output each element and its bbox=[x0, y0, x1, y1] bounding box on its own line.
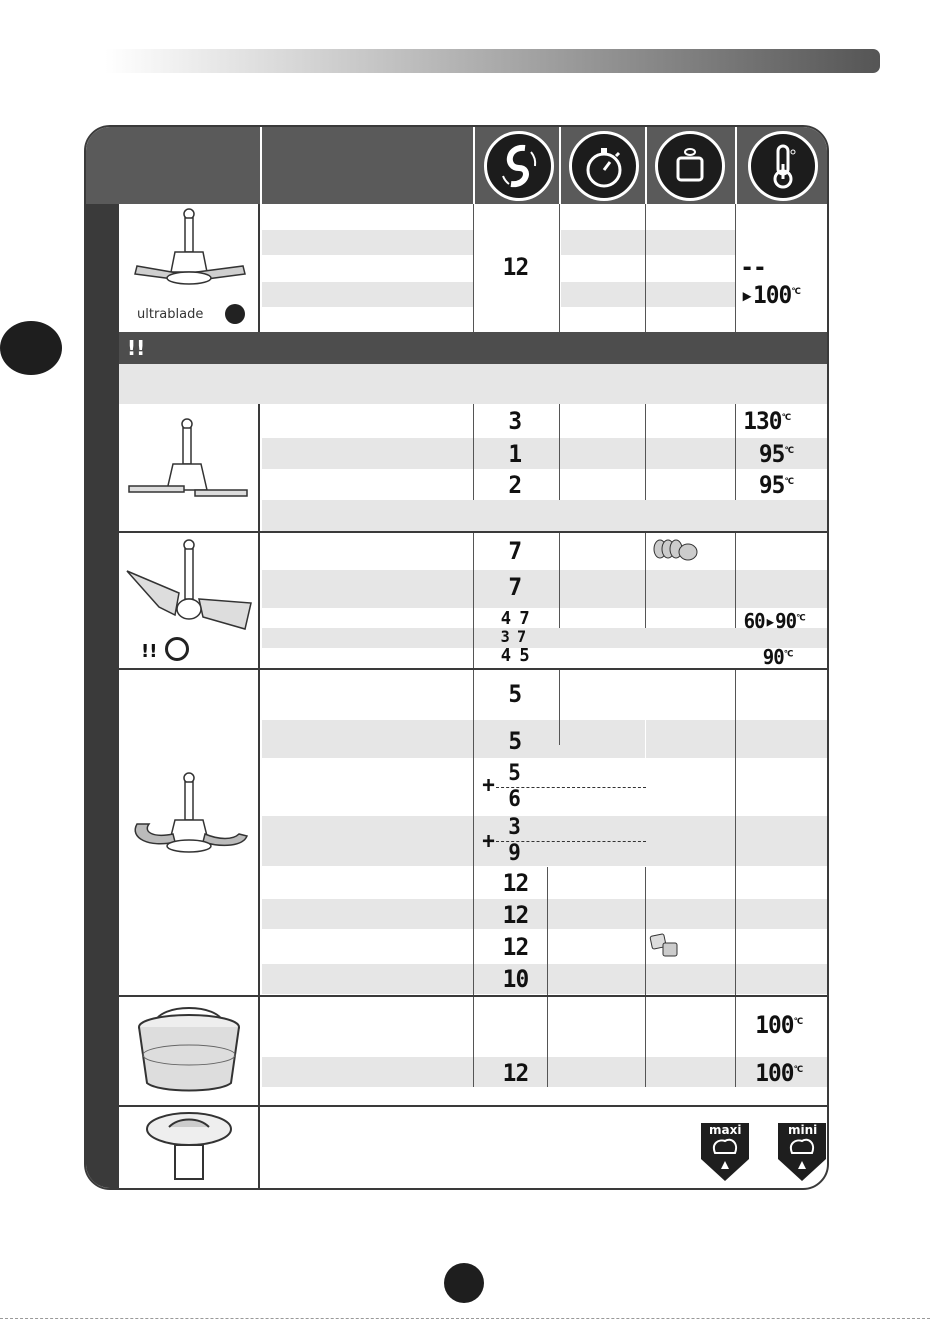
steamer-image-cell bbox=[119, 997, 260, 1105]
column-line bbox=[473, 997, 474, 1087]
speed-value: 5 bbox=[508, 727, 522, 755]
header-divider bbox=[260, 127, 262, 204]
temperature-unit: °C bbox=[784, 477, 794, 487]
speed-value: 6 bbox=[508, 787, 520, 812]
kneading-blade-icon bbox=[119, 670, 260, 996]
speed-value: 3 bbox=[508, 815, 520, 840]
speed-value: 7 bbox=[508, 537, 522, 565]
temperature-unit: °C bbox=[783, 649, 793, 660]
speed-value: 9 bbox=[508, 841, 520, 866]
badge-label: mini bbox=[788, 1123, 818, 1137]
column-line bbox=[559, 204, 560, 332]
column-line bbox=[473, 533, 474, 668]
timer-icon bbox=[569, 131, 639, 201]
ultrablade-logo-text: ultrablade bbox=[137, 307, 204, 322]
column-line bbox=[735, 533, 736, 628]
row-band bbox=[262, 282, 473, 307]
temperature-value bbox=[755, 1011, 802, 1039]
column-line bbox=[645, 404, 646, 500]
plus-sign: + bbox=[482, 773, 494, 798]
temperature-number: 95 bbox=[758, 440, 785, 468]
speed-value: 1 bbox=[508, 440, 522, 468]
row-band bbox=[262, 964, 829, 994]
temperature-unit: °C bbox=[793, 1017, 803, 1027]
ultrablade-image-cell bbox=[119, 204, 260, 332]
column-line bbox=[547, 867, 548, 995]
page-number-circle bbox=[444, 1263, 484, 1303]
row-band bbox=[262, 438, 829, 469]
mixer-image-cell bbox=[119, 404, 260, 531]
table-header bbox=[86, 127, 829, 204]
speed-logo-icon bbox=[165, 637, 189, 661]
speed-value: 12 bbox=[502, 253, 529, 281]
temperature-number: 90 bbox=[762, 645, 784, 669]
temperature-unit: °C bbox=[781, 413, 791, 423]
temperature-number: 100 bbox=[753, 281, 792, 309]
column-line bbox=[559, 533, 560, 628]
column-line bbox=[735, 997, 736, 1087]
speed-value: 4 7 bbox=[500, 608, 529, 629]
steamer-basket-icon bbox=[119, 997, 260, 1105]
column-line bbox=[559, 404, 560, 500]
warning-band bbox=[119, 332, 829, 364]
speed-value: 5 bbox=[508, 680, 522, 708]
column-line bbox=[547, 997, 548, 1087]
header-divider bbox=[735, 127, 737, 204]
temperature-number: 100 bbox=[755, 1011, 794, 1039]
plus-sign: + bbox=[482, 829, 494, 854]
column-line bbox=[473, 404, 474, 500]
temperature-value bbox=[743, 407, 790, 435]
speed-value: 4 5 bbox=[500, 645, 529, 666]
column-line bbox=[735, 670, 736, 995]
temperature-value bbox=[759, 440, 793, 468]
steam-mini-badge bbox=[774, 1119, 829, 1183]
row-band bbox=[262, 899, 829, 929]
mixer-blade-icon bbox=[119, 404, 260, 531]
temperature-number: 60 bbox=[743, 609, 765, 633]
ice-cubes-icon bbox=[649, 931, 683, 961]
temperature-unit: °C bbox=[784, 446, 794, 456]
speed-value: 10 bbox=[502, 965, 529, 993]
chapter-tab-marker bbox=[0, 321, 62, 375]
warning-mark: !! bbox=[127, 336, 146, 360]
temperature-number: 90 bbox=[775, 609, 797, 633]
temperature-unit: °C bbox=[793, 1065, 803, 1075]
badge-label: maxi bbox=[709, 1123, 742, 1137]
whisk-image-cell bbox=[119, 533, 260, 669]
warning-mark: !! bbox=[141, 641, 158, 662]
column-line bbox=[645, 867, 646, 995]
row-band bbox=[561, 230, 735, 255]
row-band bbox=[262, 1057, 829, 1087]
row-band bbox=[262, 230, 473, 255]
cut-line bbox=[0, 1318, 930, 1319]
temperature-number: 100 bbox=[755, 1059, 794, 1087]
column-line bbox=[473, 670, 474, 995]
temperature-unit: °C bbox=[791, 287, 801, 297]
thermometer-icon bbox=[748, 131, 818, 201]
header-gradient-bar bbox=[105, 49, 880, 73]
speed-value: 12 bbox=[502, 1059, 529, 1087]
kneader-image-cell bbox=[119, 670, 260, 996]
temperature-unit: °C bbox=[796, 613, 805, 624]
column-line bbox=[473, 204, 474, 332]
speed-value: 7 bbox=[508, 573, 522, 601]
row-band bbox=[262, 720, 829, 758]
temperature-number: 95 bbox=[758, 471, 785, 499]
speed-value: 3 7 bbox=[500, 627, 526, 646]
header-divider bbox=[559, 127, 561, 204]
cheese-slices-icon bbox=[652, 537, 696, 559]
header-divider bbox=[473, 127, 475, 204]
speed-logo-icon bbox=[225, 304, 245, 324]
column-line bbox=[645, 204, 646, 332]
speed-value: 3 bbox=[508, 407, 522, 435]
column-line bbox=[645, 997, 646, 1087]
lid-image-cell bbox=[119, 1107, 260, 1190]
accessory-settings-table bbox=[84, 125, 829, 1190]
category-column bbox=[86, 204, 119, 1190]
speed-value: 12 bbox=[502, 901, 529, 929]
speed-icon bbox=[484, 131, 554, 201]
speed-value: 12 bbox=[502, 933, 529, 961]
row-band bbox=[262, 500, 829, 531]
row-band bbox=[561, 282, 735, 307]
temperature-value bbox=[755, 1059, 802, 1087]
temperature-value bbox=[763, 645, 793, 669]
section-intro-band bbox=[119, 364, 829, 404]
temperature-number: 130 bbox=[743, 407, 782, 435]
row-band bbox=[262, 570, 829, 608]
temperature-value: $--▸100^{^\circ C}$ bbox=[740, 253, 801, 309]
column-line bbox=[559, 670, 560, 745]
temperature-range: $60▸90^{^\circ C}$ bbox=[743, 609, 805, 633]
header-divider bbox=[645, 127, 647, 204]
weight-icon bbox=[655, 131, 725, 201]
speed-value: 2 bbox=[508, 471, 522, 499]
speed-value: 12 bbox=[502, 869, 529, 897]
steam-maxi-badge bbox=[697, 1119, 753, 1183]
column-line bbox=[735, 204, 736, 332]
column-line bbox=[735, 404, 736, 500]
steam-lid-icon bbox=[119, 1107, 260, 1190]
speed-value: 5 bbox=[508, 761, 520, 786]
column-line bbox=[645, 670, 646, 760]
temperature-value bbox=[759, 471, 793, 499]
column-line bbox=[645, 533, 646, 628]
